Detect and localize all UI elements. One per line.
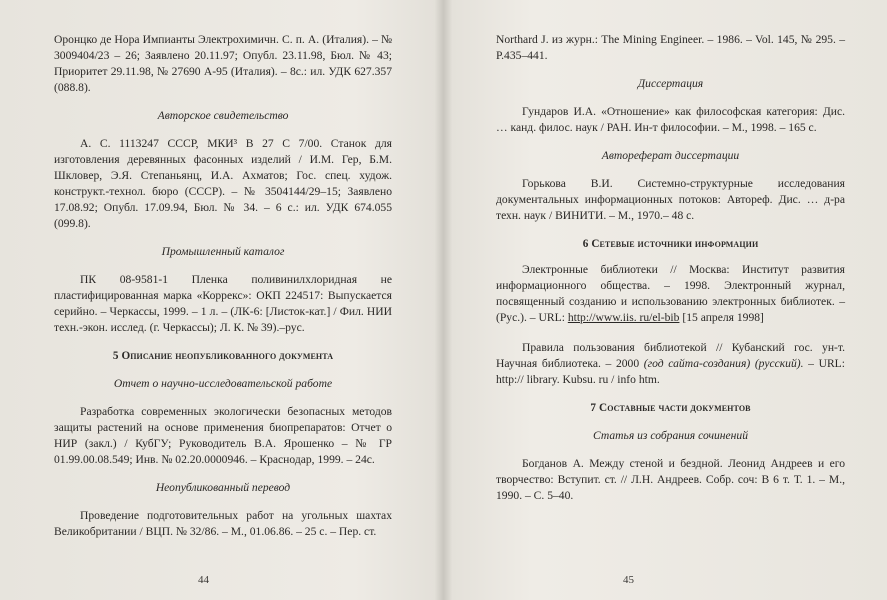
heading-dissertation: Диссертация (637, 77, 704, 90)
heading-collected-works-article: Статья из собрания сочинений (592, 429, 749, 442)
entry-industrial-catalog: ПК 08-9581-1 Пленка поливинилхлоридная не пластифицированная марка «Коррекс»: ОКП 224517: Выпускается серийно. – Черкассы, 1999. – 1 л. – (ЛК-6: [Листок-кат.] / Фил. НИИ техн.-экон. исслед. (г. Черкассы); Л. К. № 39).–рус. (54, 273, 392, 334)
heading-unpublished-translation: Неопубликованный перевод (155, 481, 291, 494)
entry-collected-works-article: Богданов А. Между стеной и бездной. Леонид Андреев и его творчество: Вступит. ст. // Л.Н. Андреев. Собр. соч: В 6 т. Т. 1. – М., 1990. – С. 5–40. (496, 457, 845, 502)
left-page (0, 0, 442, 600)
section-5-title: Описание неопубликованного документа (121, 350, 334, 362)
entry-patent-continuation: Оронцко де Нора Импианты Электрохимичн. С. п. А. (Италия). – № 3009404/23 – 26; Заявлено 20.11.97; Опубл. 23.11.98, Бюл. № 43; Приоритет 29.11.98, № 27690 А-95 (Италия). – 8с.: ил. УДК 627.357 (088.8). (54, 33, 392, 94)
section-5-number: 5 (112, 350, 119, 362)
section-7-number: 7 (590, 402, 597, 414)
entry-research-report: Разработка современных экологически безопасных методов защиты растений на основе применения биопрепаратов: Отчет о НИР (закл.) / КубГУ; Руководитель В.А. Ярошенко – № ГР 01.99.00.08.549; Инв. № 02.20.0000946. – Краснодар, 1999. – 24с. (54, 405, 392, 466)
entry-electronic-libraries-date: [15 апреля 1998] (679, 311, 764, 324)
entry-library-rules-url: – URL: http:// library. Kubsu. ru / info htm. (496, 357, 845, 386)
entry-dissertation: Гундаров И.А. «Отношение» как философская категория: Дис. … канд. филос. наук / РАН. Ин-т философии. – М., 1998. – 165 с. (496, 105, 845, 134)
entry-library-rules (496, 340, 845, 388)
heading-research-report: Отчет о научно-исследовательской работе (113, 377, 333, 390)
heading-dissertation-abstract: Автореферат диссертации (601, 149, 740, 162)
entry-library-rules-text: Правила пользования библиотекой // Кубанский гос. ун-т. Научная библиотека. – 2000 (496, 341, 845, 370)
section-7-title: Составные части документов (599, 402, 751, 414)
heading-industrial-catalog: Промышленный каталог (161, 245, 285, 258)
entry-library-rules-italic: (год сайта-создания) (русский). (643, 357, 804, 370)
entry-author-certificate: А. С. 1113247 СССР, МКИ³ В 27 С 7/00. Станок для изготовления деревянных фасонных изделий / И.М. Гер, Б.М. Шкловер, Э.Я. Степаньянц, И.А. Ахматов; Гос. спец. худож. конструкт.-технол. бюро (СССР). – № 3504144/29–15; Заявлено 17.08.92; Опубл. 17.09.94, Бюл. № 34. – 6 с.: ил. УДК 674.055 (099.8). (54, 137, 392, 230)
section-5-heading (54, 348, 392, 364)
section-6-heading (496, 236, 845, 252)
right-page (448, 0, 887, 600)
page-number-right: 45 (623, 574, 634, 586)
page-number-left: 44 (198, 574, 209, 586)
entry-unpublished-translation: Проведение подготовительных работ на угольных шахтах Великобритании / ВЦП. № 32/86. – М., 01.06.86. – 25 с. – Пер. ст. (54, 509, 392, 538)
section-6-title: Сетевые источники информации (591, 238, 759, 250)
section-7-heading (496, 400, 845, 416)
entry-electronic-libraries (496, 262, 845, 326)
entry-electronic-libraries-text: Электронные библиотеки // Москва: Институт развития информационного общества. – 1998. Электронный журнал, посвященный созданию и использованию электронных библиотек. – (Рус.). – URL: (496, 263, 845, 324)
entry-translation-continuation: Northard J. из журн.: The Mining Engineer. – 1986. – Vol. 145, № 295. – P.435–441. (496, 33, 845, 62)
heading-author-certificate: Авторское свидетельство (157, 109, 289, 122)
electronic-libraries-link[interactable]: http://www.iis. ru/el-bib (567, 311, 680, 324)
entry-dissertation-abstract: Горькова В.И. Системно-структурные исследования документальных информационных потоков: Автореф. Дис. … д-ра техн. наук / ВИНИТИ. – М., 1970.– 48 с. (496, 177, 845, 222)
section-6-number: 6 (582, 238, 589, 250)
